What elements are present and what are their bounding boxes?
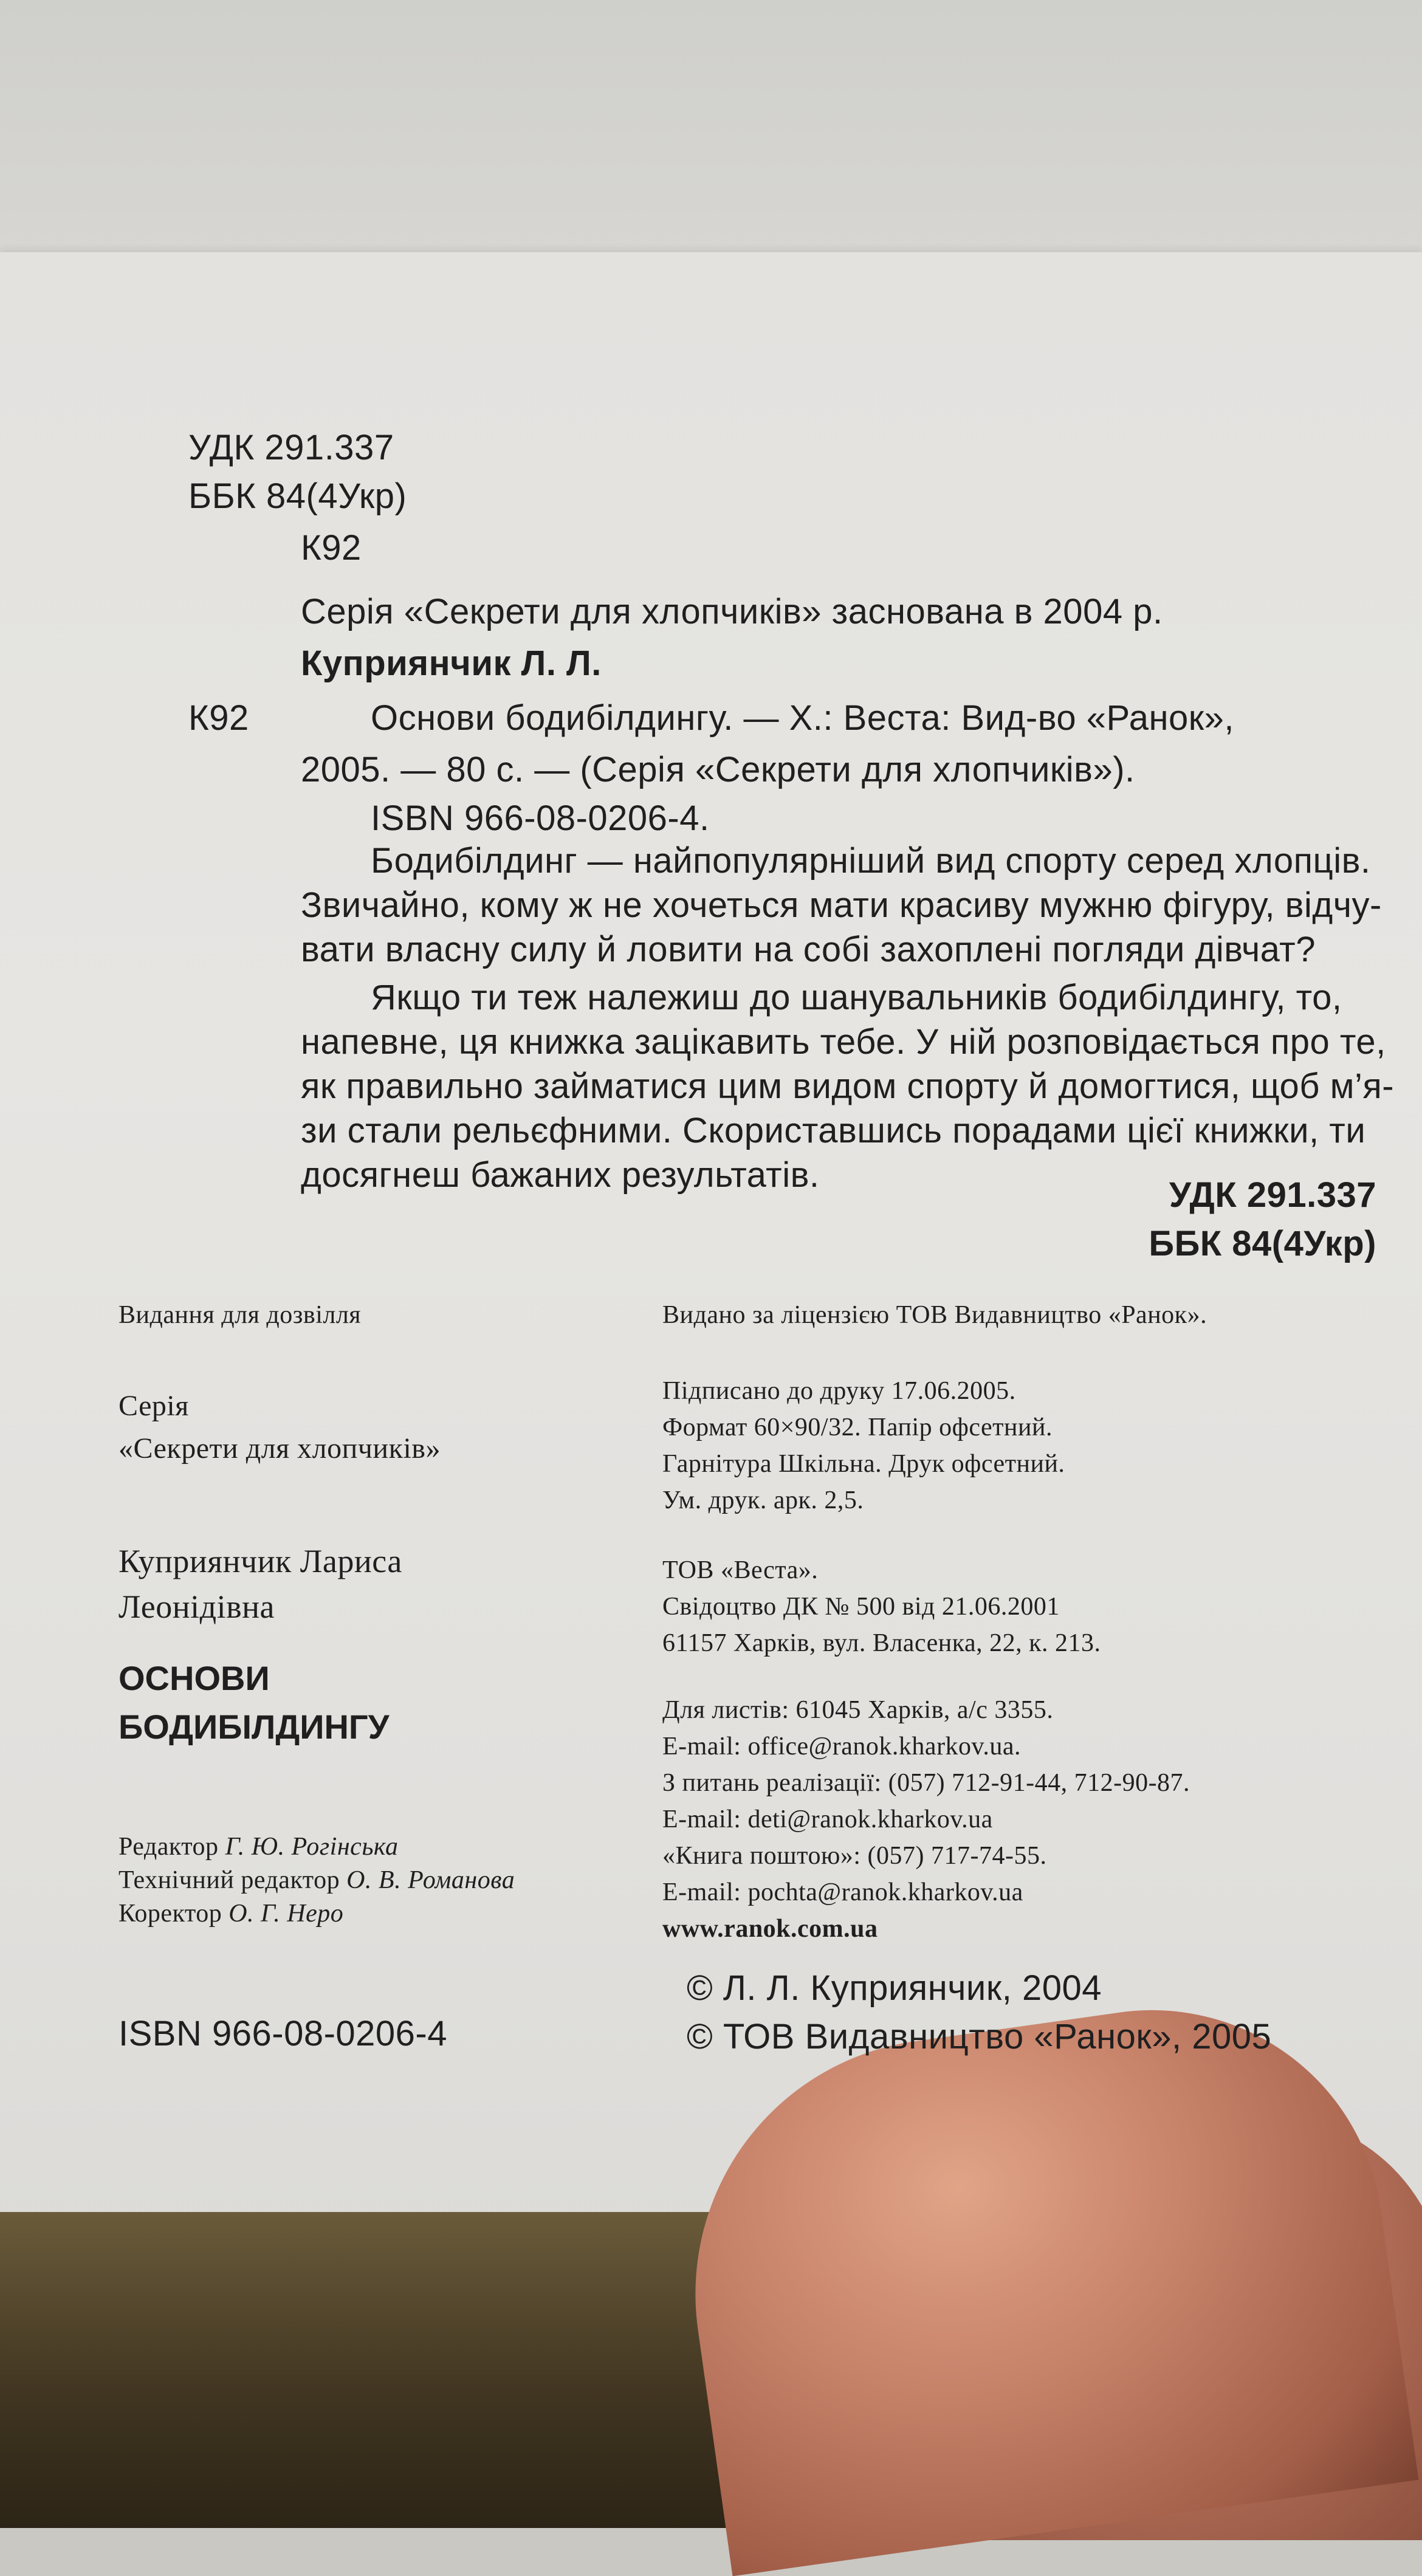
- tech-editor-name: О. В. Романова: [346, 1866, 515, 1894]
- certificate: Свідоцтво ДК № 500 від 21.06.2001: [662, 1593, 1060, 1621]
- sales-phones: З питань реалізації: (057) 712-91-44, 712-90-87.: [662, 1769, 1190, 1797]
- edition-type: Видання для дозвілля: [118, 1301, 362, 1329]
- corrector-credit: [118, 1899, 343, 1928]
- copyright-author: © Л. Л. Куприянчик, 2004: [687, 1968, 1102, 2008]
- abstract-line: досягнеш бажаних результатів.: [301, 1155, 820, 1195]
- email-deti: E-mail: deti@ranok.kharkov.ua: [662, 1805, 993, 1833]
- book-title-line-2: БОДИБІЛДИНГУ: [118, 1708, 390, 1746]
- abstract-line: як правильно займатися цим видом спорту й домогтися, щоб м’я-: [301, 1066, 1395, 1106]
- letters-address: Для листів: 61045 Харків, а/с 3355.: [662, 1696, 1054, 1724]
- udk-code: УДК 291.337: [188, 428, 394, 467]
- editor-role: Редактор: [118, 1833, 219, 1861]
- biblio-line-2: 2005. — 80 с. — (Серія «Секрети для хлопчиків»).: [301, 750, 1135, 789]
- author-full-line-1: Куприянчик Лариса: [118, 1543, 402, 1579]
- abstract-line: Якщо ти теж належиш до шанувальників бодибілдингу, то,: [371, 978, 1342, 1017]
- series-name: «Секрети для хлопчиків»: [118, 1432, 441, 1465]
- sheets-note: Ум. друк. арк. 2,5.: [662, 1486, 864, 1514]
- tech-editor-credit: [118, 1866, 515, 1895]
- abstract-line: вати власну силу й ловити на собі захоплені погляди дівчат?: [301, 930, 1316, 969]
- series-note: Серія «Секрети для хлопчиків» заснована в 2004 р.: [301, 592, 1163, 631]
- typeface-note: Гарнітура Шкільна. Друк офсетний.: [662, 1450, 1065, 1478]
- biblio-line-1: Основи бодибілдингу. — Х.: Веста: Вид-во «Ранок»,: [371, 698, 1235, 738]
- abstract-line: зи стали рельєфними. Скориставшись порадами цієї книжки, ти: [301, 1111, 1366, 1150]
- abstract-line: Звичайно, кому ж не хочеться мати красиву мужню фігуру, відчу-: [301, 885, 1382, 925]
- udk-right: УДК 291.337: [1169, 1175, 1376, 1215]
- isbn-bottom: ISBN 966-08-0206-4: [118, 2014, 447, 2053]
- bbk-code: ББК 84(4Укр): [188, 476, 407, 516]
- bbk-right: ББК 84(4Укр): [1149, 1224, 1376, 1263]
- corrector-name: О. Г. Неро: [228, 1900, 344, 1928]
- corrector-role: Коректор: [118, 1900, 222, 1928]
- email-pochta: E-mail: pochta@ranok.kharkov.ua: [662, 1878, 1023, 1906]
- email-office: E-mail: office@ranok.kharkov.ua.: [662, 1733, 1021, 1760]
- mail-order-phone: «Книга поштою»: (057) 717-74-55.: [662, 1842, 1047, 1870]
- author-heading: Куприянчик Л. Л.: [301, 644, 602, 683]
- isbn-line: ISBN 966-08-0206-4.: [371, 799, 710, 838]
- company-address: 61157 Харків, вул. Власенка, 22, к. 213.: [662, 1629, 1101, 1657]
- editor-name: Г. Ю. Рогінська: [225, 1833, 399, 1861]
- author-code-left: К92: [188, 698, 249, 738]
- abstract-line: Бодибілдинг — найпопулярніший вид спорту серед хлопців.: [371, 841, 1371, 881]
- editor-credit: [118, 1832, 399, 1861]
- author-full-line-2: Леонідівна: [118, 1589, 275, 1625]
- tech-editor-role: Технічний редактор: [118, 1866, 340, 1894]
- license-note: Видано за ліцензією ТОВ Видавництво «Ранок».: [662, 1301, 1207, 1329]
- website: www.ranok.com.ua: [662, 1915, 878, 1943]
- paper-format: Формат 60×90/32. Папір офсетний.: [662, 1413, 1053, 1441]
- copyright-publisher: © ТОВ Видавництво «Ранок», 2005: [687, 2017, 1272, 2056]
- author-code: К92: [301, 528, 362, 568]
- abstract-line: напевне, ця книжка зацікавить тебе. У ній розповідається про те,: [301, 1022, 1386, 1062]
- book-title-line-1: ОСНОВИ: [118, 1659, 270, 1697]
- series-label: Серія: [118, 1390, 189, 1422]
- signed-date: Підписано до друку 17.06.2005.: [662, 1377, 1016, 1405]
- company-name: ТОВ «Веста».: [662, 1556, 819, 1584]
